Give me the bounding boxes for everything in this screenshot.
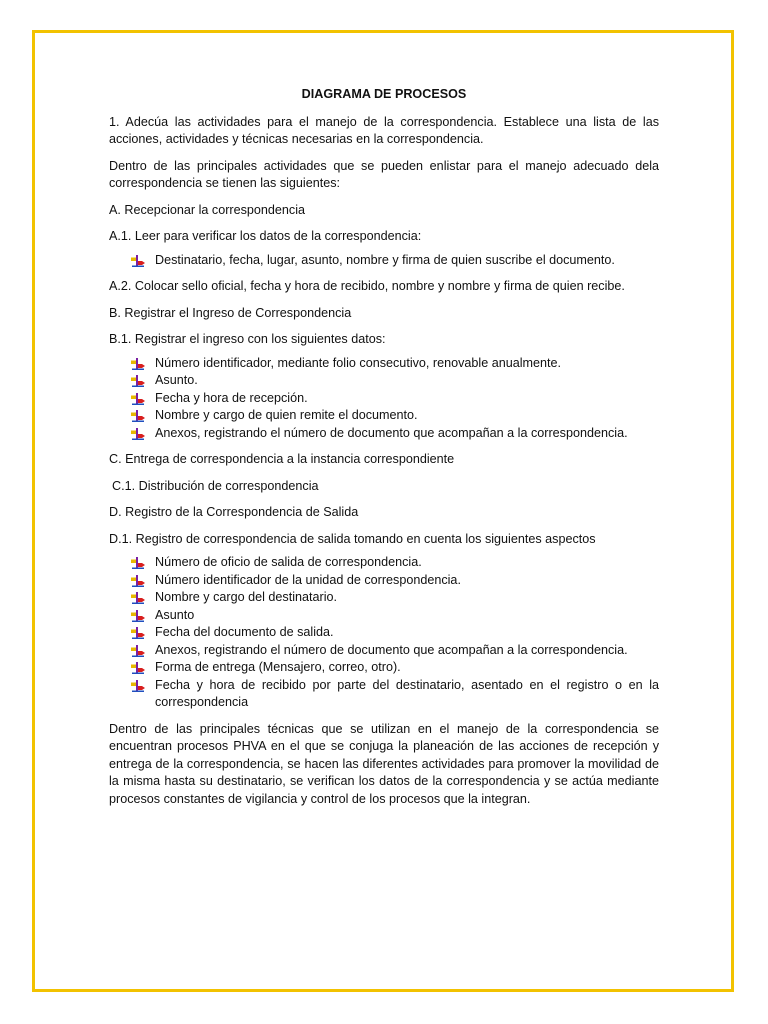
list-item — [131, 677, 659, 712]
list-item — [131, 425, 659, 443]
list-b1 — [109, 355, 659, 443]
arrow-bullet-icon — [131, 575, 145, 587]
list-item — [131, 659, 659, 677]
document-title: DIAGRAMA DE PROCESOS — [301, 87, 467, 101]
arrow-bullet-icon — [131, 592, 145, 604]
section-a1-heading: A.1. Leer para verificar los datos de la correspondencia: — [109, 229, 422, 243]
list-item-text: Número identificador, mediante folio consecutivo, renovable anualmente. — [155, 355, 562, 370]
list-item-text: Nombre y cargo del destinatario. — [155, 590, 338, 604]
arrow-bullet-icon — [131, 680, 145, 692]
list-item — [131, 390, 659, 408]
section-a-heading: A. Recepcionar la correspondencia — [109, 202, 306, 217]
list-item — [131, 624, 659, 642]
list-item-text: Forma de entrega (Mensajero, correo, otro). — [155, 660, 401, 674]
list-item — [131, 407, 659, 425]
list-item-text: Anexos, registrando el número de documento que acompañan a la correspondencia. — [155, 642, 628, 657]
document-body — [109, 86, 659, 817]
arrow-bullet-icon — [131, 358, 145, 370]
section-c1-heading: C.1. Distribución de correspondencia — [112, 478, 319, 493]
list-item-text: Número de oficio de salida de correspondencia. — [155, 555, 422, 569]
list-a1 — [109, 252, 659, 270]
section-d1-heading: D.1. Registro de correspondencia de salida tomando en cuenta los siguientes aspectos — [109, 531, 596, 546]
list-item-text: Fecha del documento de salida. — [155, 625, 334, 639]
list-item-text: Fecha y hora de recibido por parte del destinatario, asentado en el registro o en la correspondencia — [155, 677, 659, 709]
arrow-bullet-icon — [131, 428, 145, 440]
list-item — [131, 252, 659, 270]
list-item-text: Destinatario, fecha, lugar, asunto, nombre y firma de quien suscribe el documento. — [155, 252, 615, 267]
list-item-text: Asunto. — [155, 373, 198, 387]
arrow-bullet-icon — [131, 410, 145, 422]
closing-paragraph: Dentro de las principales técnicas que se utilizan en el manejo de la correspondencia se encuentran procesos PHVA en el que se conjuga la planeación de las acciones de recepción y entrega de la correspondencia, se hacen las diferentes actividades para promover la movilidad de la misma hasta su destinatario, se verifican los datos de la correspondencia y se actúa mediante procesos constantes de vigilancia y control de los procesos que la integran. — [109, 721, 659, 806]
arrow-bullet-icon — [131, 375, 145, 387]
list-item-text: Número identificador de la unidad de correspondencia. — [155, 572, 461, 587]
list-item-text: Nombre y cargo de quien remite el documento. — [155, 408, 418, 422]
arrow-bullet-icon — [131, 557, 145, 569]
list-d1 — [109, 554, 659, 712]
intro-paragraph: 1. Adecúa las actividades para el manejo de la correspondencia. Establece una lista de las acciones, actividades y técnicas necesarias en la correspondencia. — [109, 114, 659, 146]
section-b1-heading: B.1. Registrar el ingreso con los siguientes datos: — [109, 332, 386, 346]
list-item — [131, 572, 659, 590]
arrow-bullet-icon — [131, 662, 145, 674]
list-item-text: Fecha y hora de recepción. — [155, 390, 308, 405]
arrow-bullet-icon — [131, 627, 145, 639]
list-item — [131, 607, 659, 625]
list-item — [131, 355, 659, 373]
list-item — [131, 589, 659, 607]
arrow-bullet-icon — [131, 610, 145, 622]
section-a2-heading: A.2. Colocar sello oficial, fecha y hora de recibido, nombre y nombre y firma de quien recibe. — [109, 279, 625, 293]
arrow-bullet-icon — [131, 393, 145, 405]
section-c-heading: C. Entrega de correspondencia a la instancia correspondiente — [109, 452, 455, 466]
arrow-bullet-icon — [131, 255, 145, 267]
arrow-bullet-icon — [131, 645, 145, 657]
list-item-text: Asunto — [155, 607, 195, 622]
section-d-heading: D. Registro de la Correspondencia de Salida — [109, 505, 359, 519]
list-item — [131, 554, 659, 572]
list-item — [131, 372, 659, 390]
section-b-heading: B. Registrar el Ingreso de Correspondencia — [109, 305, 352, 320]
lead-paragraph: Dentro de las principales actividades que se pueden enlistar para el manejo adecuado dela correspondencia se tienen las siguientes: — [109, 158, 659, 190]
list-item-text: Anexos, registrando el número de documento que acompañan a la correspondencia. — [155, 425, 628, 440]
list-item — [131, 642, 659, 660]
